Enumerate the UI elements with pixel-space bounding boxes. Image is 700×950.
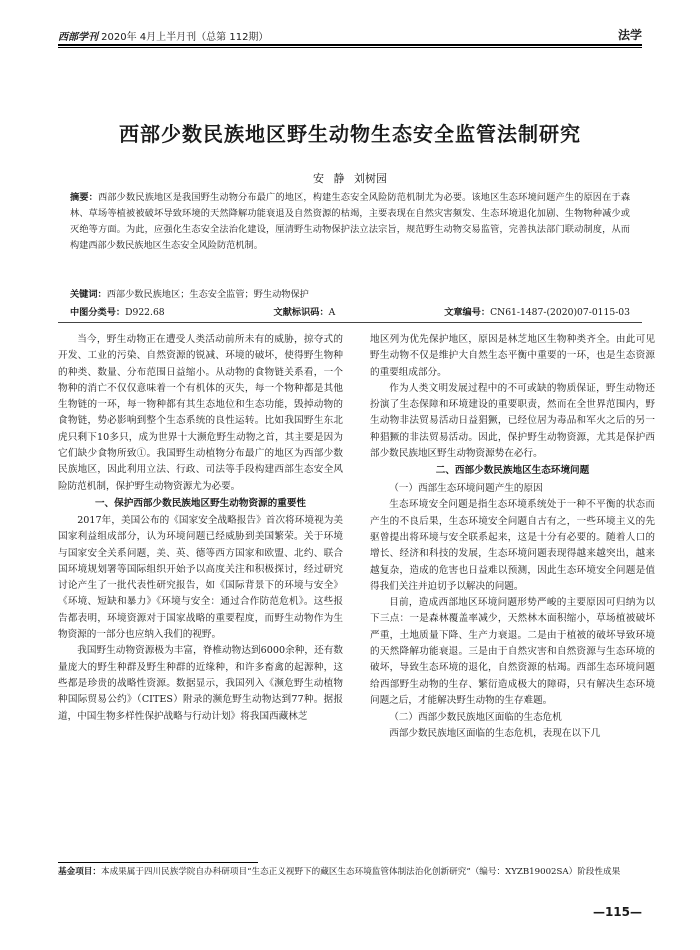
subsection-heading: （二）西部少数民族地区面临的生态危机 — [389, 712, 562, 724]
article-authors: 安 静 刘树园 — [313, 172, 387, 185]
article-number — [444, 304, 630, 318]
keywords-text: 西部少数民族地区；生态安全监管；野生动物保护 — [106, 289, 309, 300]
body-column-right — [370, 332, 655, 743]
article-title: 西部少数民族地区野生动物生态安全监管法制研究 — [119, 122, 581, 146]
subsection-heading: （一）西部生态环境问题产生的原因 — [389, 483, 543, 495]
abstract — [70, 190, 630, 254]
section-heading: 一、保护西部少数民族地区野生动物资源的重要性 — [94, 497, 307, 509]
abstract-label: 摘要： — [70, 192, 99, 203]
paragraph: 地区列为优先保护地区，原因是林芝地区生物种类齐全。由此可见野生动物不仅是维护大自然生态平衡中重要的一环，也是生态资源的重要组成部分。 — [370, 334, 655, 378]
doc-code-label: 文献标识码： — [273, 307, 329, 318]
meta-rule — [58, 322, 642, 323]
journal-issue: 2020年 4月上半月刊（总第 112期） — [98, 32, 269, 43]
clc-value: D922.68 — [125, 307, 165, 318]
paragraph: 作为人类文明发展过程中的不可或缺的物质保证，野生动物还扮演了生态保障和环境建设的重要职责，然而在全世界范围内，野生动物非法贸易活动日益猖獗，已经位居为毒品和军火之后的另一种猖獗的非法贸易活动。因此，保护野生动物资源，尤其是保护西部少数民族地区野生动物资源势在必行。 — [370, 382, 655, 460]
section-heading: 二、西部少数民族地区生态环境问题 — [435, 465, 590, 477]
paragraph: 2017年，美国公布的《国家安全战略报告》首次将环境视为美国家利益组成部分，认为环境问题已经威胁到美国繁荣。关于环境与国家安全关系问题，美、英、德等西方国家和欧盟、北约、联合国环境规划署等国际组织开始予以高度关注和积极探讨，经过研究讨论产生了一批代表性研究报告，如《国际背景下的环境与安全》《环境、短缺和暴力》《环境与安全：通过合作防范危机》。这些报告都表明，环境资源对于国家战略的重要程度，而野生动物作为生物资源的一部分也应纳入我们的视野。 — [58, 514, 343, 641]
article-no-label: 文章编号： — [444, 307, 491, 318]
paragraph: 生态环境安全问题是指生态环境系统处于一种不平衡的状态而产生的不良后果，生态环境安全问题自古有之，一些环境主义的先驱曾提出将环境与安全联系起来，这是十分有必要的。随着人口的增长、经济和科技的发展，生态环境问题表现得越来越突出，越来越复杂，造成的危害也日益难以预测，因此生态环境安全问题是值得我们关注并迫切予以解决的问题。 — [370, 499, 655, 592]
paragraph: 我国野生动物资源极为丰富，脊椎动物达到6000余种，还有数量庞大的野生种群及野生种群的近缘种，和许多畜禽的起源种，这些都是珍贵的战略性资源。数据显示，我国列入《濒危野生动植物种国际贸易公约》（CITES）附录的濒危野生动物达到77种。据报道，中国生物多样性保护战略与行动计划》将我国西藏林芝 — [58, 645, 343, 722]
paragraph: 当今，野生动物正在遭受人类活动前所未有的威胁，掠夺式的开发、工业的污染、自然资源的锐减、环境的破坏，使得野生物种的种类、数量、分布范围日益缩小。从动物的食物链关系看，一个物种的消亡不仅仅意味着一个有机体的灭失，每一个物种都是其他生物链的一环，每一物种都有其生态地位和生态功能，毁掉动物的食物链，势必影响到整个生态系统的良性运转。比如我国野生东北虎只剩下10多只，成为世界十大濒危野生动物之首，其主要是因为它们缺少食物所致①。我国野生动植物分布最广的地区为西部少数民族地区，因此利用立法、行政、司法等手段构建西部生态安全风险防范机制，保护野生动物资源尤为必要。 — [58, 334, 343, 492]
footnote — [58, 866, 642, 879]
header-rule — [58, 44, 642, 48]
doc-code-value: A — [328, 307, 336, 318]
keywords-label: 关键词： — [70, 289, 107, 300]
footnote-label: 基金项目： — [58, 867, 101, 877]
section-label: 法学 — [617, 28, 642, 42]
clc-label: 中图分类号： — [70, 307, 126, 318]
clc-code — [70, 304, 165, 318]
body-column-left — [58, 332, 343, 725]
page-number: —115— — [592, 905, 642, 919]
running-header — [58, 22, 642, 44]
article-no-value: CN61-1487-(2020)07-0115-03 — [490, 307, 630, 318]
paragraph: 西部少数民族地区面临的生态危机，表现在以下几 — [389, 728, 601, 740]
document-code — [274, 304, 336, 318]
classification-codes — [70, 304, 630, 318]
footnote-rule — [58, 862, 258, 863]
abstract-text: 西部少数民族地区是我国野生动物分布最广的地区，构建生态安全风险防范机制尤为必要。该地区生态环境问题产生的原因在于森林、草场等植被被破坏导致环境的天然降解功能衰退及自然资源的枯竭，主要表现在自然灾害频发、生态环境退化加剧、生物物种减少或灭绝等方面。为此，应强化生态安全法治化建设，厘清野生动物保护法立法宗旨，规范野生动物交易监管，完善执法部门联动制度，从而构建西部少数民族地区生态安全风险防范机制。 — [70, 192, 631, 251]
journal-name: 西部学刊 — [58, 32, 98, 43]
keywords — [70, 286, 630, 300]
journal-info — [58, 28, 268, 43]
paragraph: 目前，造成西部地区环境问题形势严峻的主要原因可归纳为以下三点：一是森林覆盖率减少，天然林木面积缩小，草场植被破坏严重，土地质量下降、生产力衰退。二是由于植被的破坏导致环境的天然降解功能衰退。三是由于自然灾害和自然资源与生态环境的破坏，导致生态环境的退化，自然资源的枯竭。西部生态环境问题给西部野生动物的生存、繁衍造成极大的障碍，只有解决生态环境问题之后，才能解决野生动物的生存难题。 — [370, 597, 655, 706]
footnote-text: 本成果属于四川民族学院自办科研项目“生态正义视野下的藏区生态环境监管体制法治化创新研究”（编号：XYZB19002SA）阶段性成果 — [100, 867, 621, 877]
